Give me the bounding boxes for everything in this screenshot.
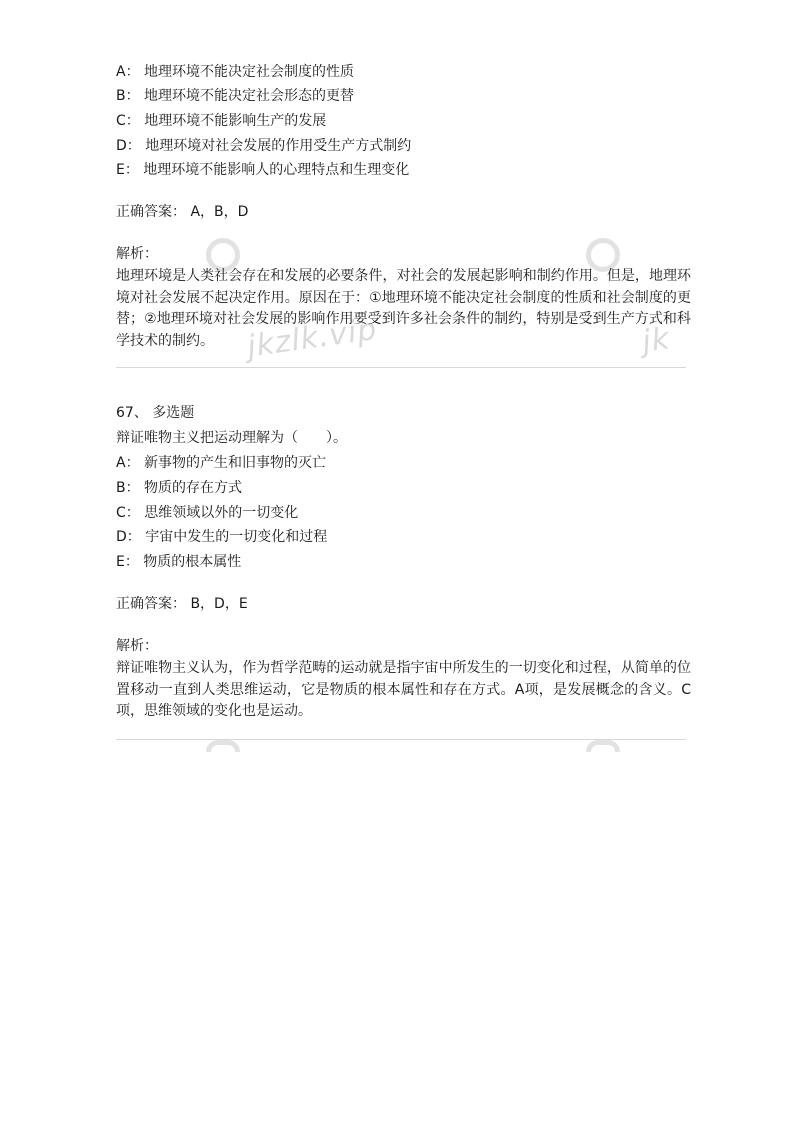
analysis-label: 解析： (116, 638, 158, 654)
divider (116, 367, 686, 368)
correct-answer: 正确答案： B，D，E (116, 596, 248, 612)
option-e: E： 地理环境不能影响人的心理特点和生理变化 (116, 162, 410, 178)
watermark-logo-icon (586, 740, 620, 752)
question-stem: 辩证唯物主义把运动理解为（ ）。 (116, 430, 347, 446)
question-header: 67、 多选题 (116, 405, 195, 421)
watermark-text: jk (640, 321, 673, 360)
option-b: B： 地理环境不能决定社会形态的更替 (116, 88, 355, 104)
correct-answer: 正确答案： A，B，D (116, 204, 249, 220)
divider (116, 739, 686, 740)
option-b: B： 物质的存在方式 (116, 480, 243, 496)
analysis-text: 辩证唯物主义认为，作为哲学范畴的运动就是指宇宙中所发生的一切变化和过程，从简单的位置移动一直到人类思维运动，它是物质的根本属性和存在方式。A项，是发展概念的含义。C项，思维领域的变化也是运动。 (116, 660, 691, 719)
analysis-label: 解析： (116, 246, 158, 262)
analysis-text: 地理环境是人类社会存在和发展的必要条件，对社会的发展起影响和制约作用。但是，地理环境对社会发展不起决定作用。原因在于：①地理环境不能决定社会制度的性质和社会制度的更替；②地理环境对社会发展的影响作用要受到许多社会条件的制约，特别是受到生产方式和科学技术的制约。 (116, 268, 691, 349)
watermark-text: jkzlk.vip (245, 311, 380, 365)
option-d: D： 宇宙中发生的一切变化和过程 (116, 529, 328, 545)
watermark-logo-icon (206, 740, 240, 752)
option-c: C： 思维领域以外的一切变化 (116, 505, 299, 521)
option-a: A： 新事物的产生和旧事物的灭亡 (116, 455, 327, 471)
option-c: C： 地理环境不能影响生产的发展 (116, 113, 327, 129)
option-d: D： 地理环境对社会发展的作用受生产方式制约 (116, 138, 412, 154)
option-a: A： 地理环境不能决定社会制度的性质 (116, 64, 355, 80)
option-e: E： 物质的根本属性 (116, 554, 242, 570)
